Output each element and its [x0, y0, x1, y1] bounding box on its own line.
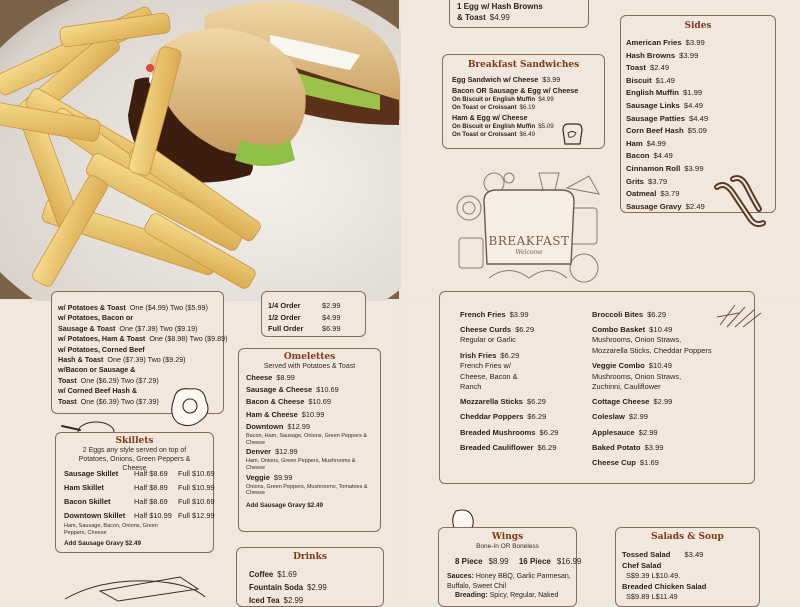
- combo-item: [58, 324, 228, 334]
- item-description: Ham, Onions, Green Peppers, Mushrooms & Cheese: [246, 458, 356, 471]
- omelette-list: [246, 372, 374, 497]
- item-price: $12.99: [287, 421, 310, 431]
- salad-item: [622, 560, 706, 571]
- half-price: Half $8.69: [134, 469, 168, 478]
- item-price: $10.49: [648, 361, 672, 371]
- side-item: [626, 87, 708, 100]
- item-description: Mushrooms, Onion Straws,: [592, 371, 682, 381]
- appetizer-item: [460, 427, 559, 439]
- drink-item: [249, 568, 327, 581]
- salad-item: [622, 581, 706, 592]
- item-price: $6.29: [526, 397, 546, 407]
- item-name: Veggie: [246, 472, 270, 482]
- item-name: American Fries: [626, 38, 682, 47]
- full-price: Full $12.99: [178, 511, 215, 520]
- appetizer-item: [592, 324, 712, 336]
- skillet-item: [64, 495, 215, 509]
- item-name: Breaded Mushrooms: [460, 427, 536, 437]
- side-item: [626, 163, 708, 176]
- item-name: Iced Tea: [249, 596, 280, 605]
- side-item: [626, 188, 708, 201]
- item-name: Ham & Egg w/ Cheese: [452, 113, 528, 122]
- item-description: Ham, Sausage, Bacon, Onions, Green Peppers, Cheese: [64, 523, 158, 536]
- item-name: Coleslaw: [592, 412, 625, 422]
- item-name: On Toast or Croissant: [452, 131, 517, 138]
- item-name: Mozzarella Sticks: [460, 397, 523, 407]
- omelettes-menu-tile: [0, 301, 399, 605]
- item-price: $1.49: [655, 75, 675, 85]
- item-name: Cinnamon Roll: [626, 163, 681, 173]
- omelette-item: [246, 396, 374, 408]
- item-name: Fountain Soda: [249, 583, 304, 592]
- item-price: $1.69: [639, 458, 659, 467]
- skillet-item: [64, 467, 215, 481]
- item-name: Tossed Salad: [622, 550, 671, 559]
- breakfast-menu-tile: [401, 0, 800, 299]
- item-price: $3.99: [542, 75, 561, 84]
- item-name: Sausage Links: [626, 100, 680, 110]
- item-price: $4.49: [653, 151, 673, 161]
- side-item: [626, 113, 708, 126]
- item-price: $6.29: [500, 350, 520, 360]
- skillet-list: [64, 467, 215, 536]
- item-name: Bacon Skillet: [64, 497, 111, 506]
- item-price: $2.99: [653, 397, 673, 407]
- item-name: Cheese Cup: [592, 458, 636, 467]
- item-name: Denver: [246, 447, 272, 457]
- item-price: $3.99: [509, 309, 529, 319]
- section-title: Drinks: [293, 552, 327, 562]
- item-price: $3.99: [685, 38, 705, 47]
- side-item: [626, 100, 708, 113]
- item-name: Cottage Cheese: [592, 397, 650, 407]
- breakfast-sandwiches-box: [442, 54, 605, 149]
- item-price: $10.69: [308, 397, 331, 407]
- item-name: On Biscuit or English Muffin: [452, 96, 536, 103]
- item-name: Toast: [58, 396, 77, 406]
- item-price: One ($8.98) Two ($9.89): [149, 334, 228, 344]
- burger-photo: [0, 0, 399, 299]
- side-item: [626, 62, 708, 75]
- order-item: [268, 312, 341, 324]
- omelette-item: [246, 446, 374, 458]
- item-name: French Fries: [460, 309, 506, 319]
- item-price: $2.99: [628, 412, 648, 422]
- item-name: Applesauce: [592, 427, 635, 437]
- section-title: Skillets: [115, 436, 154, 446]
- item-name: Irish Fries: [460, 350, 497, 360]
- item-price: $3.99: [644, 442, 664, 452]
- salads-box: [615, 527, 760, 607]
- item-description: Regular or Garlic: [460, 335, 516, 345]
- item-name: w/ Potatoes & Toast: [58, 303, 126, 312]
- drink-item: [249, 581, 327, 594]
- item-price: One ($7.39) Two ($9.19): [119, 323, 198, 333]
- section-title: Breakfast Sandwiches: [467, 60, 580, 70]
- appetizer-item: [592, 442, 712, 454]
- combo-item: [58, 334, 228, 344]
- wings-sizes: 8 Piece $8.99 16 Piece $16.99: [455, 557, 582, 566]
- item-name: Biscuit: [626, 75, 652, 85]
- orders-box: [261, 291, 366, 337]
- item-name: Hash & Toast: [58, 355, 104, 365]
- item-price: $4.99: [538, 96, 554, 103]
- appetizer-item: [460, 309, 559, 321]
- breakfast-logo-icon: [449, 168, 609, 296]
- item-price: $9.99: [273, 472, 293, 482]
- combo-item: [58, 365, 228, 375]
- item-name: w/ Potatoes, Corned Beef: [58, 344, 145, 354]
- item-price: $6.99: [322, 324, 341, 333]
- section-title: Salads & Soup: [651, 532, 724, 542]
- sandwich-item: [452, 74, 578, 85]
- combo-item: [58, 313, 228, 323]
- item-price: One ($4.99) Two ($5.99): [129, 303, 208, 312]
- gravy-note: Add Sausage Gravy $2.49: [246, 502, 324, 509]
- item-price: $3.99: [679, 50, 699, 60]
- drink-list: [249, 568, 327, 607]
- side-item: [626, 125, 708, 138]
- appetizers-box: [439, 291, 755, 484]
- item-name: Bacon OR Sausage & Egg w/ Cheese: [452, 86, 579, 95]
- section-title: Sides: [684, 21, 712, 31]
- bacon-icon: [715, 175, 765, 235]
- section-title: Omelettes: [283, 352, 336, 362]
- food-photo-tile: [0, 0, 399, 299]
- appetizer-item: [592, 360, 712, 372]
- item-name: w/Bacon or Sausage &: [58, 365, 136, 375]
- fried-egg-icon: [166, 385, 212, 429]
- item-name: 1/4 Order: [268, 301, 301, 310]
- item-name: Downtown Skillet: [64, 511, 126, 520]
- item-sizes: S$9.89 L$11.49: [626, 592, 678, 601]
- order-item: [268, 300, 341, 312]
- wings-box: [438, 527, 582, 607]
- side-item: [626, 150, 708, 163]
- item-price: $2.99: [283, 596, 304, 605]
- order-list: [268, 300, 341, 335]
- side-item: [626, 75, 708, 88]
- sandwich-item: [452, 104, 578, 112]
- menu-item: 1 Egg w/ Hash Browns: [457, 2, 543, 11]
- appetizers-left-column: [460, 305, 559, 453]
- half-price: Half $8.69: [134, 497, 168, 506]
- omelettes-box: [238, 348, 381, 532]
- item-price: $2.99: [638, 427, 658, 437]
- item-price: $8.99: [276, 373, 295, 382]
- item-name: Sausage Gravy: [626, 201, 682, 211]
- item-description: French Fries w/: [460, 361, 511, 371]
- item-price: $1.99: [682, 88, 703, 98]
- item-name: Corn Beef Hash: [626, 126, 684, 136]
- side-item: [626, 37, 708, 50]
- half-price: Half $8.89: [134, 483, 168, 492]
- item-name: Sausage & Cheese: [246, 385, 313, 395]
- item-price: $2.99: [322, 301, 341, 310]
- item-price: $6.29: [539, 427, 559, 437]
- item-name: 1/2 Order: [268, 312, 301, 322]
- appetizer-item: [592, 457, 712, 469]
- item-name: Veggie Combo: [592, 361, 645, 371]
- item-price: $10.69: [316, 385, 339, 395]
- sides-list: [626, 37, 708, 213]
- order-item: [268, 323, 341, 335]
- side-item: [626, 50, 708, 63]
- item-price: One ($6.29) Two ($7.29): [80, 375, 159, 385]
- appetizer-item: [460, 350, 559, 362]
- item-name: Downtown: [246, 421, 284, 431]
- item-description: Zuchinni, Cauliflower: [592, 382, 661, 392]
- appetizer-item: [460, 324, 559, 336]
- item-name: Sausage Skillet: [64, 469, 119, 478]
- item-name: Ham & Cheese: [246, 409, 298, 419]
- appetizers-right-column: [592, 305, 712, 469]
- item-name: On Biscuit or English Muffin: [452, 123, 536, 130]
- skillet-item: [64, 509, 215, 523]
- wings-breading: Breading: Spicy, Regular, Naked: [455, 592, 559, 599]
- item-name: Bacon & Cheese: [246, 397, 305, 407]
- item-price: $4.99: [646, 138, 666, 148]
- section-subtitle: Bone-In OR Boneless: [476, 543, 539, 550]
- appetizer-item: [592, 396, 712, 408]
- skillets-box: [55, 432, 214, 553]
- egg-platter-box: [449, 0, 589, 28]
- item-name: w/ Corned Beef Hash &: [58, 386, 138, 396]
- item-name: Hash Browns: [626, 50, 676, 60]
- item-name: Egg Sandwich w/ Cheese: [452, 75, 539, 84]
- full-price: Full $10.69: [178, 497, 215, 506]
- item-price: $2.49: [649, 63, 670, 73]
- breakfast-logo: BREAKFAST Welcome: [488, 234, 570, 256]
- full-price: Full $10.99: [178, 483, 215, 492]
- toast-icon: [559, 121, 585, 147]
- item-name: Bacon: [626, 151, 650, 161]
- item-price: $5.09: [687, 126, 707, 136]
- appetizer-item: [592, 427, 712, 439]
- omelette-item: [246, 372, 374, 384]
- salad-list: [622, 549, 706, 602]
- item-name: Toast: [58, 375, 77, 385]
- item-description: Ranch: [460, 382, 482, 392]
- item-name: Oatmeal: [626, 189, 657, 199]
- combo-item: [58, 345, 228, 355]
- item-name: Sausage Patties: [626, 113, 685, 123]
- item-name: Toast: [626, 63, 646, 73]
- item-name: Cheddar Poppers: [460, 412, 524, 422]
- item-sizes: S$9.39 L$10.49.: [626, 571, 681, 580]
- item-price: $4.49: [683, 100, 704, 110]
- combo-item: [58, 303, 228, 313]
- item-name: Chef Salad: [622, 561, 662, 570]
- side-item: [626, 201, 708, 214]
- item-price: $10.49: [649, 324, 673, 334]
- appetizer-item: [460, 396, 559, 408]
- item-price: $10.99: [301, 409, 325, 419]
- item-name: Coffee: [249, 570, 274, 579]
- item-price: $12.99: [275, 447, 298, 457]
- item-price: $3.79: [660, 189, 680, 199]
- appetizer-item: [592, 309, 712, 321]
- item-name: Full Order: [268, 324, 304, 333]
- combo-item: [58, 355, 228, 365]
- item-description: Onions, Green Peppers, Mushrooms, Tomatoes & Cheese: [246, 483, 368, 497]
- item-name: w/ Potatoes, Ham & Toast: [58, 334, 146, 344]
- omelette-item: [246, 384, 374, 396]
- item-name: w/ Potatoes, Bacon or: [58, 313, 134, 323]
- omelette-item: [246, 421, 374, 433]
- item-name: Grits: [626, 176, 644, 186]
- item-name: Cheese Curds: [460, 324, 512, 334]
- item-price: $6.29: [527, 412, 547, 422]
- appetizer-item: [460, 411, 559, 423]
- item-description: Mozzarella Sticks, Cheddar Poppers: [592, 345, 712, 355]
- sandwich-item: [452, 85, 578, 96]
- section-title: Wings: [491, 532, 524, 542]
- item-price: $4.99: [322, 312, 341, 322]
- section-subtitle: 2 Eggs any style served on top of Potatoes, Onions, Green Peppers & Cheese: [78, 447, 191, 472]
- item-price: One ($6.39) Two ($7.39): [80, 396, 159, 406]
- section-subtitle: Served with Potatoes & Toast: [263, 363, 356, 370]
- menu-item: & Toast $4.99: [457, 13, 510, 22]
- item-description: Cheese, Bacon &: [460, 371, 518, 381]
- appetizer-item: [592, 411, 712, 423]
- item-description: Bacon, Ham, Sausage, Onions, Green Peppers & Cheese: [246, 433, 368, 446]
- item-price: $6.19: [519, 104, 536, 111]
- item-price: $1.69: [277, 570, 297, 579]
- item-price: $6.29: [537, 442, 557, 452]
- item-description: Mushrooms, Onion Straws,: [592, 335, 682, 345]
- item-name: Combo Basket: [592, 324, 646, 334]
- item-name: Baked Potato: [592, 442, 641, 452]
- side-item: [626, 138, 708, 151]
- half-price: Half $10.99: [134, 511, 172, 520]
- item-name: Ham Skillet: [64, 483, 104, 492]
- omelette-item: [246, 472, 374, 484]
- sandwich-item: [452, 96, 578, 104]
- item-price: $4.49: [688, 113, 709, 123]
- side-item: [626, 176, 708, 189]
- drink-item: [249, 594, 327, 607]
- item-price: $6.29: [647, 309, 667, 319]
- fries-icon: [715, 303, 765, 329]
- item-price: $3.79: [647, 176, 668, 186]
- salad-item: [622, 549, 706, 560]
- item-name: Breaded Cauliflower: [460, 442, 534, 452]
- wings-sauces: Sauces: Honey BBQ, Garlic Parmesan, Buffalo, Sweet Chil: [447, 573, 571, 590]
- item-name: Breaded Chicken Salad: [622, 582, 707, 591]
- item-price: $3.49: [684, 550, 704, 559]
- full-price: Full $10.69: [178, 469, 215, 478]
- omelette-item: [246, 409, 374, 421]
- item-price: $6.49: [519, 131, 536, 138]
- item-name: English Muffin: [626, 88, 679, 98]
- item-price: $5.09: [538, 123, 554, 130]
- item-name: On Toast or Croissant: [452, 104, 517, 111]
- item-price: $3.99: [684, 163, 704, 173]
- skillet-item: [64, 481, 215, 495]
- appetizers-menu-tile: [401, 301, 800, 600]
- item-price: $2.99: [307, 583, 327, 592]
- item-name: Sausage & Toast: [58, 323, 116, 333]
- item-name: Broccoli Bites: [592, 309, 644, 319]
- item-name: Cheese: [246, 373, 273, 382]
- item-name: Ham: [626, 138, 643, 148]
- sandwich-sketch-icon: [60, 569, 210, 601]
- item-price: One ($7.39) Two ($9.29): [107, 355, 186, 365]
- item-price: $6.29: [515, 324, 535, 334]
- item-price: $2.49: [685, 201, 705, 211]
- gravy-note: Add Sausage Gravy $2.49: [64, 540, 142, 547]
- appetizer-item: [460, 442, 559, 454]
- drinks-box: [236, 547, 384, 607]
